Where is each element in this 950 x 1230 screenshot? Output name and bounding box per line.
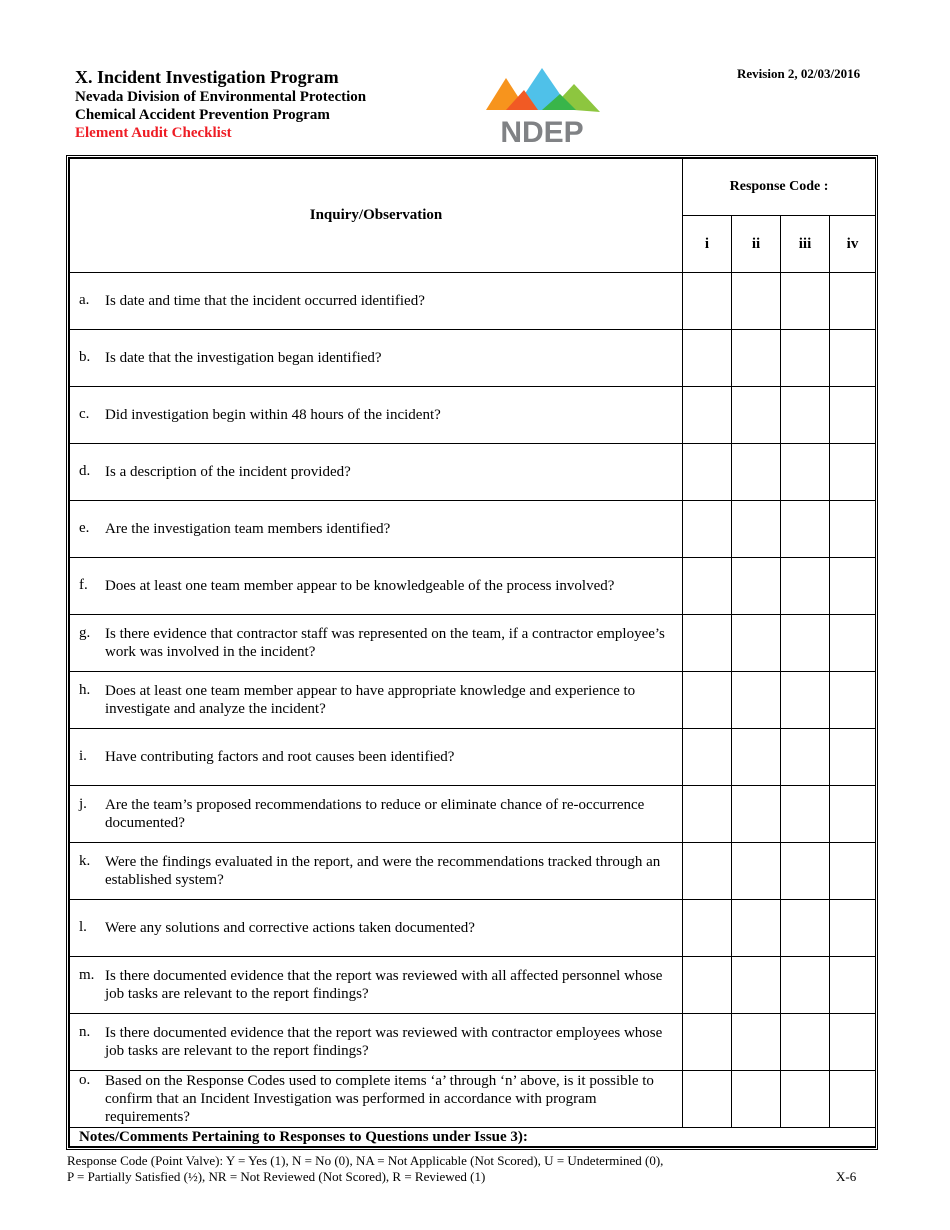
question-text: Based on the Response Codes used to complete items ‘a’ through ‘n’ above, is it possible to confirm that an Incident Investigation was performed in accordance with program requirements? — [105, 1073, 654, 1125]
table-row — [70, 501, 876, 558]
table-row — [70, 900, 876, 957]
audit-checklist-table — [66, 155, 878, 1150]
response-cell-iv[interactable] — [830, 387, 876, 444]
table-row — [70, 273, 876, 330]
table-row — [70, 444, 876, 501]
code-header-i: i — [683, 216, 732, 273]
question-text: Is a description of the incident provided? — [105, 464, 351, 480]
table-row — [70, 672, 876, 729]
ndep-logo — [484, 66, 602, 146]
question-cell — [70, 957, 683, 1014]
response-cell-iv[interactable] — [830, 330, 876, 387]
question-letter: e. — [79, 520, 90, 536]
response-cell-i[interactable] — [683, 330, 732, 387]
response-code-header: Response Code : — [683, 159, 876, 216]
response-cell-iii[interactable] — [781, 387, 830, 444]
logo-text: NDEP — [500, 116, 584, 146]
response-cell-iii[interactable] — [781, 900, 830, 957]
table-row — [70, 957, 876, 1014]
inquiry-header: Inquiry/Observation — [70, 159, 683, 273]
response-cell-iii[interactable] — [781, 672, 830, 729]
question-cell — [70, 501, 683, 558]
response-cell-ii[interactable] — [732, 444, 781, 501]
question-letter: n. — [79, 1024, 91, 1040]
question-cell — [70, 615, 683, 672]
response-cell-ii[interactable] — [732, 957, 781, 1014]
response-cell-iv[interactable] — [830, 273, 876, 330]
question-cell — [70, 786, 683, 843]
response-cell-iv[interactable] — [830, 558, 876, 615]
section-title: X. Incident Investigation Program — [75, 67, 339, 87]
response-cell-iii[interactable] — [781, 729, 830, 786]
question-letter: a. — [79, 292, 90, 308]
code-header-ii: ii — [732, 216, 781, 273]
response-cell-ii[interactable] — [732, 330, 781, 387]
response-cell-iii[interactable] — [781, 273, 830, 330]
question-letter: g. — [79, 625, 91, 641]
response-cell-ii[interactable] — [732, 615, 781, 672]
response-cell-ii[interactable] — [732, 273, 781, 330]
response-cell-ii[interactable] — [732, 501, 781, 558]
question-letter: b. — [79, 349, 91, 365]
response-cell-iv[interactable] — [830, 1014, 876, 1071]
response-cell-i[interactable] — [683, 387, 732, 444]
response-cell-i[interactable] — [683, 501, 732, 558]
question-cell — [70, 843, 683, 900]
response-cell-iv[interactable] — [830, 501, 876, 558]
question-letter: i. — [79, 748, 87, 764]
question-letter: l. — [79, 919, 87, 935]
response-cell-iii[interactable] — [781, 1014, 830, 1071]
code-header-iii: iii — [781, 216, 830, 273]
response-cell-iv[interactable] — [830, 1071, 876, 1128]
legend-line-1: Response Code (Point Valve): Y = Yes (1), N = No (0), NA = Not Applicable (Not Scored), U = Undetermined (0), — [67, 1153, 664, 1168]
response-cell-iii[interactable] — [781, 957, 830, 1014]
document-header — [75, 66, 366, 142]
response-cell-iv[interactable] — [830, 729, 876, 786]
question-text: Is date that the investigation began identified? — [105, 350, 382, 366]
question-cell — [70, 387, 683, 444]
response-cell-iii[interactable] — [781, 444, 830, 501]
response-cell-ii[interactable] — [732, 843, 781, 900]
response-cell-iv[interactable] — [830, 900, 876, 957]
question-text: Is there evidence that contractor staff was represented on the team, if a contractor employee’s work was involved in the incident? — [105, 626, 665, 660]
response-cell-iii[interactable] — [781, 558, 830, 615]
question-letter: o. — [79, 1072, 91, 1088]
legend-line-2: P = Partially Satisfied (½), NR = Not Reviewed (Not Scored), R = Reviewed (1) — [67, 1169, 486, 1184]
response-cell-i[interactable] — [683, 729, 732, 786]
response-cell-i[interactable] — [683, 672, 732, 729]
response-cell-iv[interactable] — [830, 615, 876, 672]
question-letter: f. — [79, 577, 88, 593]
program-name: Chemical Accident Prevention Program — [75, 107, 330, 123]
notes-comments-label: Notes/Comments Pertaining to Responses to Questions under Issue 3): — [70, 1128, 876, 1147]
table-row — [70, 558, 876, 615]
table-row — [70, 843, 876, 900]
question-cell — [70, 729, 683, 786]
code-header-iv: iv — [830, 216, 876, 273]
question-letter: m. — [79, 967, 95, 983]
table-row — [70, 729, 876, 786]
question-text: Are the team’s proposed recommendations to reduce or eliminate chance of re-occurrence documented? — [105, 797, 645, 831]
question-cell — [70, 1014, 683, 1071]
response-cell-i[interactable] — [683, 786, 732, 843]
response-cell-i[interactable] — [683, 273, 732, 330]
response-cell-ii[interactable] — [732, 1014, 781, 1071]
checklist-title: Element Audit Checklist — [75, 125, 232, 141]
question-cell — [70, 672, 683, 729]
question-text: Is there documented evidence that the report was reviewed with all affected personnel whose job tasks are relevant to the report findings? — [105, 968, 663, 1002]
table-row — [70, 1071, 876, 1128]
question-letter: k. — [79, 853, 91, 869]
response-cell-iii[interactable] — [781, 615, 830, 672]
response-cell-ii[interactable] — [732, 558, 781, 615]
question-letter: d. — [79, 463, 91, 479]
mountain-logo-icon — [484, 66, 602, 146]
response-cell-iii[interactable] — [781, 330, 830, 387]
response-cell-iv[interactable] — [830, 957, 876, 1014]
table-row — [70, 1014, 876, 1071]
question-cell — [70, 1071, 683, 1128]
response-code-legend — [67, 1153, 663, 1185]
question-text: Were the findings evaluated in the report, and were the recommendations tracked through an established system? — [105, 854, 661, 888]
question-cell — [70, 558, 683, 615]
response-cell-i[interactable] — [683, 558, 732, 615]
response-cell-ii[interactable] — [732, 672, 781, 729]
response-cell-ii[interactable] — [732, 387, 781, 444]
question-text: Were any solutions and corrective actions taken documented? — [105, 920, 475, 936]
response-cell-iii[interactable] — [781, 1071, 830, 1128]
response-cell-i[interactable] — [683, 843, 732, 900]
question-letter: j. — [79, 796, 87, 812]
response-cell-iv[interactable] — [830, 672, 876, 729]
response-cell-iv[interactable] — [830, 786, 876, 843]
table-row — [70, 330, 876, 387]
page-number: X-6 — [836, 1169, 857, 1184]
question-cell — [70, 330, 683, 387]
response-cell-i[interactable] — [683, 957, 732, 1014]
response-cell-i[interactable] — [683, 615, 732, 672]
response-cell-ii[interactable] — [732, 900, 781, 957]
question-cell — [70, 273, 683, 330]
question-text: Does at least one team member appear to have appropriate knowledge and experience to investigate and analyze the incident? — [105, 683, 636, 717]
response-cell-i[interactable] — [683, 444, 732, 501]
response-cell-ii[interactable] — [732, 786, 781, 843]
response-cell-i[interactable] — [683, 1014, 732, 1071]
response-cell-i[interactable] — [683, 900, 732, 957]
question-letter: c. — [79, 406, 90, 422]
response-cell-iii[interactable] — [781, 786, 830, 843]
question-text: Have contributing factors and root causes been identified? — [105, 749, 455, 765]
question-text: Did investigation begin within 48 hours of the incident? — [105, 407, 441, 423]
table-row — [70, 387, 876, 444]
response-cell-iii[interactable] — [781, 843, 830, 900]
response-cell-i[interactable] — [683, 1071, 732, 1128]
response-cell-ii[interactable] — [732, 1071, 781, 1128]
question-text: Is date and time that the incident occurred identified? — [105, 293, 425, 309]
revision-date: Revision 2, 02/03/2016 — [737, 66, 861, 81]
table-row — [70, 615, 876, 672]
response-cell-ii[interactable] — [732, 729, 781, 786]
response-cell-iv[interactable] — [830, 843, 876, 900]
question-text: Does at least one team member appear to be knowledgeable of the process involved? — [105, 578, 615, 594]
question-text: Are the investigation team members identified? — [105, 521, 391, 537]
question-text: Is there documented evidence that the report was reviewed with contractor employees whose job tasks are relevant to the report findings? — [105, 1025, 663, 1059]
agency-name: Nevada Division of Environmental Protection — [75, 89, 367, 105]
question-cell — [70, 444, 683, 501]
response-cell-iii[interactable] — [781, 501, 830, 558]
response-cell-iv[interactable] — [830, 444, 876, 501]
question-cell — [70, 900, 683, 957]
question-letter: h. — [79, 682, 91, 698]
table-row — [70, 786, 876, 843]
